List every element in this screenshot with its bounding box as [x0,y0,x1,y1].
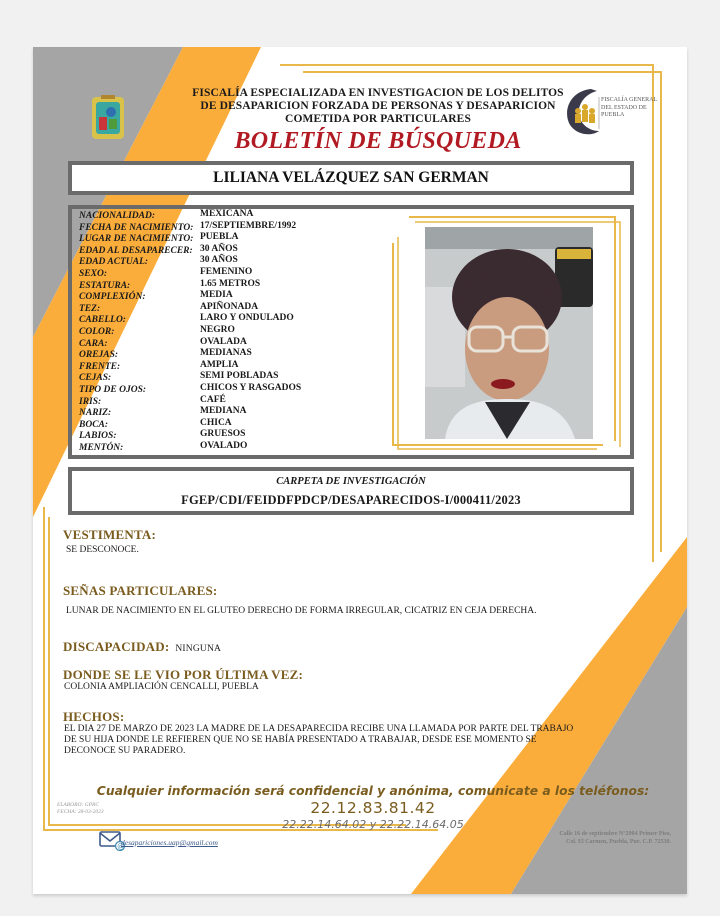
attribute-value: NEGRO [200,324,235,335]
attribute-value: FEMENINO [200,266,253,277]
case-file-number: FGEP/CDI/FEIDDFPDCP/DESAPARECIDOS-I/000411/2023 [181,493,521,507]
attribute-value: APIÑONADA [200,301,259,312]
logo-line: PUEBLA [601,112,625,118]
prepared-by [57,802,104,816]
case-file-label: CARPETA DE INVESTIGACIÓN [276,476,426,487]
address-line: Calle 16 de septiembre N°2904 Primer Piso, [559,831,671,837]
agency-header [178,87,578,126]
agency-line: COMETIDA POR PARTICULARES [285,113,471,125]
logo-line: DEL ESTADO DE [601,104,647,111]
last-seen-text: COLONIA AMPLIACIÓN CENCALLI, PUEBLA [64,682,259,692]
attribute-value: SEMI POBLADAS [200,371,279,382]
svg-text:@: @ [117,842,125,851]
attribute-label: NACIONALIDAD: [79,211,156,221]
attribute-label: SEXO: [79,268,107,279]
attribute-value: 30 AÑOS [200,243,238,254]
attribute-label: TIPO DE OJOS: [79,384,147,395]
prepared-by-text: ELABORO: GPRC [57,802,100,808]
facts-line: EL DIA 27 DE MARZO DE 2023 LA MADRE DE LA DESAPARECIDA RECIBE UNA LLAMADA POR PARTE DEL TRABAJO [64,724,574,734]
attribute-label: COMPLEXIÓN: [79,292,146,303]
contact-message: Cualquier información será confidencial y anónima, comunicate a los teléfonos: [96,784,650,798]
particular-signs-heading: SEÑAS PARTICULARES: [63,583,218,598]
disability-row [63,639,221,655]
date-text: FECHA: 28-03-2023 [57,809,104,815]
attribute-value: 30 AÑOS [200,255,238,266]
clothing-text: SE DESCONOCE. [66,545,139,555]
attribute-label: NARIZ: [79,408,112,419]
attribute-label: OREJAS: [79,350,119,361]
attribute-labels [79,211,193,454]
attribute-label: LUGAR DE NACIMIENTO: [79,234,194,245]
attribute-values [200,209,301,452]
email-link[interactable]: desapariciones.uap@gmail.com [121,838,218,847]
attribute-value: CAFÉ [200,394,226,405]
office-address [453,830,671,846]
clothing-heading: VESTIMENTA: [63,527,156,542]
alt-phones[interactable]: 22.22.14.64.02 y 22.22.14.64.05 [282,818,464,831]
attribute-label: CARA: [79,338,108,349]
attribute-value: CHICA [200,417,232,428]
attribute-value: OVALADA [200,336,247,347]
attribute-value: OVALADO [200,440,248,451]
person-photo-illustration [425,227,593,439]
case-file-box [68,467,634,515]
person-photo [425,227,593,439]
fiscalia-logo-text [601,97,657,120]
main-phone[interactable]: 22.12.83.81.42 [310,799,436,817]
attribute-value: GRUESOS [200,429,246,440]
facts-text [64,724,573,757]
attribute-label: MENTÓN: [79,442,124,453]
attribute-value: MEXICANA [200,209,254,219]
attribute-label: CEJAS: [79,373,112,384]
attribute-label: FECHA DE NACIMIENTO: [79,222,194,233]
search-bulletin-page [33,47,687,894]
attribute-label: LABIOS: [79,431,117,442]
bulletin-title: BOLETÍN DE BÚSQUEDA [234,128,522,154]
attribute-value: MEDIA [200,290,233,301]
logo-line: FISCALÍA GENERAL [601,97,658,103]
attribute-value: MEDIANAS [200,348,252,359]
attribute-label: ESTATURA: [79,280,131,291]
facts-line: DE SU HIJA DONDE LE REFIEREN QUE NO SE HABÍA PRESENTADO A TRABAJAR, DESDE ESE MOMENTO SE [64,735,537,745]
attribute-label: BOCA: [79,419,109,430]
attribute-label: EDAD ACTUAL: [79,257,149,268]
disability-text: NINGUNA [175,644,222,654]
agency-line: DE DESAPARICION FORZADA DE PERSONAS Y DESAPARICION [200,100,556,112]
address-line: Col. El Carmen, Puebla, Pue. C.P. 72530. [566,839,671,845]
agency-line: FISCALÍA ESPECIALIZADA EN INVESTIGACION DE LOS DELITOS [192,87,564,99]
attribute-value: MEDIANA [200,406,247,417]
attribute-label: EDAD AL DESAPARECER: [79,245,193,256]
attribute-value: PUEBLA [200,232,239,243]
last-seen-heading: DONDE SE LE VIO POR ÚLTIMA VEZ: [63,667,304,682]
facts-heading: HECHOS: [63,709,125,724]
facts-line: DECONOCE SU PARADERO. [64,746,186,756]
attribute-value: 17/SEPTIEMBRE/1992 [200,220,297,231]
state-seal-icon [91,95,125,141]
attribute-label: COLOR: [79,326,115,337]
person-name: LILIANA VELÁZQUEZ SAN GERMAN [213,169,489,186]
attribute-label: CABELLO: [79,315,126,326]
attribute-value: 1.65 METROS [200,278,261,289]
attribute-label: FRENTE: [79,361,121,372]
attribute-label: IRIS: [79,396,102,407]
particular-signs-text: LUNAR DE NACIMIENTO EN EL GLUTEO DERECHO DE FORMA IRREGULAR, CICATRIZ EN CEJA DERECHA. [66,606,537,616]
attribute-value: AMPLIA [200,359,239,370]
attribute-value: CHICOS Y RASGADOS [200,382,302,393]
attribute-label: TEZ: [79,303,101,314]
attribute-value: LARO Y ONDULADO [200,313,294,324]
person-name-box [68,161,634,195]
disability-heading: DISCAPACIDAD: [63,639,170,654]
